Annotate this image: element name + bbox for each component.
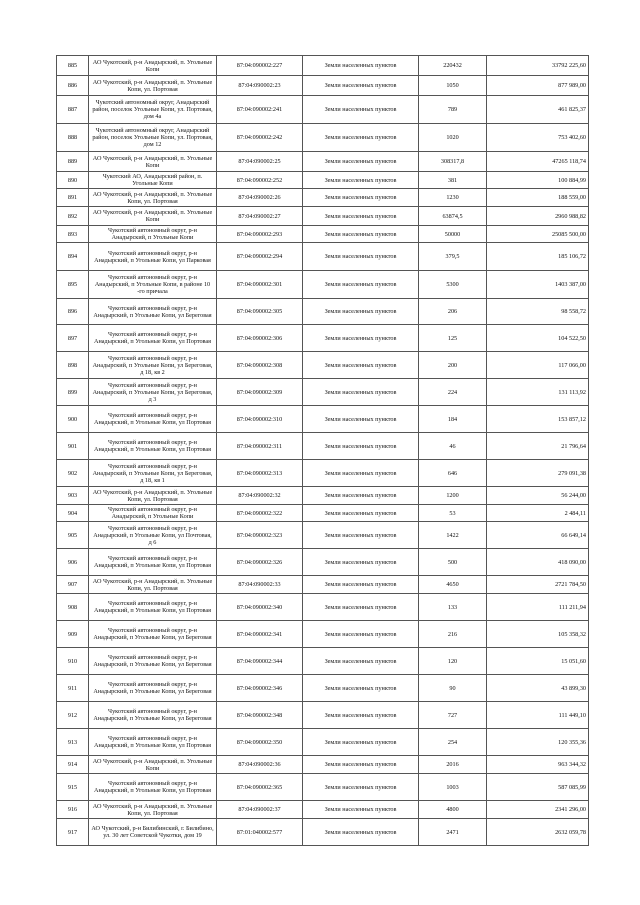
- table-row: [57, 621, 589, 648]
- cell-addr: АО Чукотский, р-н Анадырский, п. Угольные Копи, ул. Портовая: [89, 576, 217, 594]
- cell-num: 895: [57, 271, 89, 299]
- cell-cad: 87:04:090002:344: [217, 648, 303, 675]
- cell-val: 461 825,37: [487, 96, 589, 124]
- cell-addr: АО Чукотский, р-н Анадырский, п. Угольные Копи: [89, 152, 217, 172]
- table-row: [57, 299, 589, 325]
- cell-area: 4800: [419, 801, 487, 819]
- cell-area: 125: [419, 325, 487, 352]
- cell-area: 133: [419, 594, 487, 621]
- cell-cad: 87:04:090002:36: [217, 756, 303, 774]
- cell-val: 185 106,72: [487, 243, 589, 271]
- cell-cad: 87:04:090002:33: [217, 576, 303, 594]
- cell-cat: Земли населенных пунктов: [303, 801, 419, 819]
- cell-addr: Чукотский автономный округ, Анадырский район, поселок Угольные Копи, ул. Портовая, дом 12: [89, 124, 217, 152]
- cell-val: 1403 387,00: [487, 271, 589, 299]
- cell-cat: Земли населенных пунктов: [303, 756, 419, 774]
- cell-cad: 87:04:090002:252: [217, 172, 303, 189]
- cell-cad: 87:04:090002:241: [217, 96, 303, 124]
- cell-cad: 87:04:090002:32: [217, 487, 303, 505]
- cell-cat: Земли населенных пунктов: [303, 702, 419, 729]
- cell-addr: Чукотский АО, Анадырский район, п. Угольные Копи: [89, 172, 217, 189]
- cell-val: 100 884,99: [487, 172, 589, 189]
- cell-area: 90: [419, 675, 487, 702]
- cell-cat: Земли населенных пунктов: [303, 56, 419, 76]
- cell-val: 111 449,10: [487, 702, 589, 729]
- cell-cat: Земли населенных пунктов: [303, 433, 419, 460]
- cell-addr: Чукотский автономный округ, Анадырский район, поселок Угольные Копи, ул. Портовая, дом 4а: [89, 96, 217, 124]
- cell-addr: АО Чукотский, р-н Анадырский, п. Угольные Копи, ул. Портовая: [89, 487, 217, 505]
- cell-num: 899: [57, 379, 89, 406]
- cell-val: 98 558,72: [487, 299, 589, 325]
- cell-area: 2016: [419, 756, 487, 774]
- cell-num: 906: [57, 549, 89, 576]
- cell-area: 1422: [419, 522, 487, 549]
- cell-val: 279 091,38: [487, 460, 589, 487]
- cell-area: 4650: [419, 576, 487, 594]
- cell-area: 308317,8: [419, 152, 487, 172]
- cell-num: 903: [57, 487, 89, 505]
- cell-cad: 87:04:090002:348: [217, 702, 303, 729]
- table-row: [57, 801, 589, 819]
- cell-cat: Земли населенных пунктов: [303, 505, 419, 522]
- cell-num: 915: [57, 774, 89, 801]
- cell-area: 379,5: [419, 243, 487, 271]
- cell-area: 381: [419, 172, 487, 189]
- cell-num: 885: [57, 56, 89, 76]
- cell-cat: Земли населенных пунктов: [303, 189, 419, 207]
- cell-num: 894: [57, 243, 89, 271]
- table-row: [57, 76, 589, 96]
- cell-cad: 87:04:090002:301: [217, 271, 303, 299]
- cell-cat: Земли населенных пунктов: [303, 124, 419, 152]
- cell-num: 897: [57, 325, 89, 352]
- cell-cat: Земли населенных пунктов: [303, 76, 419, 96]
- cell-num: 893: [57, 226, 89, 243]
- cell-val: 418 090,00: [487, 549, 589, 576]
- table-row: [57, 549, 589, 576]
- cell-cad: 87:04:090002:326: [217, 549, 303, 576]
- cell-val: 2 484,11: [487, 505, 589, 522]
- cell-num: 900: [57, 406, 89, 433]
- cell-cat: Земли населенных пунктов: [303, 406, 419, 433]
- cell-area: 220432: [419, 56, 487, 76]
- cell-num: 892: [57, 207, 89, 226]
- cell-val: 753 402,60: [487, 124, 589, 152]
- table-row: [57, 594, 589, 621]
- cell-num: 886: [57, 76, 89, 96]
- cell-num: 908: [57, 594, 89, 621]
- cell-cad: 87:04:090002:25: [217, 152, 303, 172]
- cell-addr: АО Чукотский, р-н Анадырский, п. Угольные Копи: [89, 207, 217, 226]
- cell-val: 2960 988,82: [487, 207, 589, 226]
- cell-num: 913: [57, 729, 89, 756]
- cell-num: 912: [57, 702, 89, 729]
- cell-val: 56 244,00: [487, 487, 589, 505]
- cell-area: 1020: [419, 124, 487, 152]
- table-row: [57, 505, 589, 522]
- cell-num: 896: [57, 299, 89, 325]
- cell-addr: Чукотский автономный округ, р-н Анадырский, п Угольные Копи, ул Портовая: [89, 729, 217, 756]
- cell-area: 200: [419, 352, 487, 379]
- cell-area: 1230: [419, 189, 487, 207]
- cell-addr: Чукотский автономный округ, р-н Анадырский, п Угольные Копи: [89, 226, 217, 243]
- cell-addr: Чукотский автономный округ, р-н Анадырский, п Угольные Копи, ул Береговая: [89, 675, 217, 702]
- cell-val: 15 051,60: [487, 648, 589, 675]
- cell-cad: 87:04:090002:313: [217, 460, 303, 487]
- cell-cad: 87:04:090002:27: [217, 207, 303, 226]
- cell-area: 50000: [419, 226, 487, 243]
- cell-num: 911: [57, 675, 89, 702]
- cell-cad: 87:04:090002:242: [217, 124, 303, 152]
- cell-val: 47265 118,74: [487, 152, 589, 172]
- cell-val: 2632 059,78: [487, 819, 589, 846]
- cell-area: 1200: [419, 487, 487, 505]
- cell-num: 905: [57, 522, 89, 549]
- cell-addr: Чукотский автономный округ, р-н Анадырский, п Угольные Копи, ул Портовая: [89, 433, 217, 460]
- cell-cad: 87:04:090002:323: [217, 522, 303, 549]
- table-row: [57, 152, 589, 172]
- cell-area: 646: [419, 460, 487, 487]
- cell-addr: Чукотский автономный округ, р-н Анадырский, п Угольные Копи, ул Почтовая, д 6: [89, 522, 217, 549]
- cell-area: 727: [419, 702, 487, 729]
- cell-val: 188 559,00: [487, 189, 589, 207]
- cell-addr: АО Чукотский, р-н Анадырский, п. Угольные Копи, ул. Портовая: [89, 76, 217, 96]
- cell-area: 5300: [419, 271, 487, 299]
- cell-val: 21 796,64: [487, 433, 589, 460]
- table-row: [57, 702, 589, 729]
- cell-num: 916: [57, 801, 89, 819]
- cell-cat: Земли населенных пунктов: [303, 621, 419, 648]
- table-row: [57, 96, 589, 124]
- cell-cat: Земли населенных пунктов: [303, 576, 419, 594]
- table-row: [57, 675, 589, 702]
- cell-num: 901: [57, 433, 89, 460]
- cell-cad: 87:04:090002:340: [217, 594, 303, 621]
- table-row: [57, 406, 589, 433]
- cell-val: 25085 500,00: [487, 226, 589, 243]
- cell-val: 117 066,00: [487, 352, 589, 379]
- cell-cat: Земли населенных пунктов: [303, 675, 419, 702]
- table-row: [57, 325, 589, 352]
- table-row: [57, 648, 589, 675]
- cell-cad: 87:04:090002:341: [217, 621, 303, 648]
- cell-cat: Земли населенных пунктов: [303, 96, 419, 124]
- cell-cat: Земли населенных пунктов: [303, 522, 419, 549]
- cell-area: 216: [419, 621, 487, 648]
- cell-addr: Чукотский автономный округ, р-н Анадырский, п Угольные Копи, ул Портовая: [89, 774, 217, 801]
- table-row: [57, 487, 589, 505]
- cell-addr: Чукотский автономный округ, р-н Анадырский, п Угольные Копи, ул Портовая: [89, 406, 217, 433]
- cell-cad: 87:04:090002:26: [217, 189, 303, 207]
- cell-val: 33792 225,60: [487, 56, 589, 76]
- cell-cat: Земли населенных пунктов: [303, 774, 419, 801]
- cell-cad: 87:04:090002:293: [217, 226, 303, 243]
- table-row: [57, 729, 589, 756]
- cell-cat: Земли населенных пунктов: [303, 352, 419, 379]
- cell-cad: 87:04:090002:309: [217, 379, 303, 406]
- cell-val: 105 358,32: [487, 621, 589, 648]
- cell-cat: Земли населенных пунктов: [303, 819, 419, 846]
- cell-num: 904: [57, 505, 89, 522]
- cell-cad: 87:04:090002:37: [217, 801, 303, 819]
- table-body: [57, 56, 589, 846]
- cell-num: 888: [57, 124, 89, 152]
- cell-area: 2471: [419, 819, 487, 846]
- cell-area: 46: [419, 433, 487, 460]
- cell-cad: 87:04:090002:308: [217, 352, 303, 379]
- cell-num: 914: [57, 756, 89, 774]
- cell-area: 53: [419, 505, 487, 522]
- cell-num: 898: [57, 352, 89, 379]
- cell-cat: Земли населенных пунктов: [303, 379, 419, 406]
- cell-cad: 87:04:090002:310: [217, 406, 303, 433]
- cell-cat: Земли населенных пунктов: [303, 549, 419, 576]
- table-row: [57, 379, 589, 406]
- table-row: [57, 576, 589, 594]
- cell-area: 63874,5: [419, 207, 487, 226]
- cell-cad: 87:04:090002:350: [217, 729, 303, 756]
- cell-addr: Чукотский автономный округ, р-н Анадырский, п Угольные Копи, ул Береговая: [89, 702, 217, 729]
- cell-cad: 87:04:090002:346: [217, 675, 303, 702]
- cell-num: 890: [57, 172, 89, 189]
- cell-cat: Земли населенных пунктов: [303, 325, 419, 352]
- cell-addr: АО Чукотский, р-н Анадырский, п. Угольные Копи: [89, 756, 217, 774]
- cell-addr: АО Чукотский, р-н Анадырский, п. Угольные Копи: [89, 56, 217, 76]
- cell-cat: Земли населенных пунктов: [303, 487, 419, 505]
- cell-val: 120 355,36: [487, 729, 589, 756]
- cell-val: 111 211,94: [487, 594, 589, 621]
- table-row: [57, 756, 589, 774]
- cell-addr: Чукотский автономный округ, р-н Анадырский, п Угольные Копи, ул Парковая: [89, 243, 217, 271]
- cell-cat: Земли населенных пунктов: [303, 460, 419, 487]
- cell-cat: Земли населенных пунктов: [303, 152, 419, 172]
- table-row: [57, 352, 589, 379]
- cell-addr: Чукотский автономный округ, р-н Анадырский, п Угольные Копи: [89, 505, 217, 522]
- table-row: [57, 819, 589, 846]
- cell-val: 43 899,30: [487, 675, 589, 702]
- cell-cat: Земли населенных пунктов: [303, 172, 419, 189]
- cell-addr: Чукотский автономный округ, р-н Анадырский, п Угольные Копи, ул Береговая: [89, 621, 217, 648]
- cell-num: 909: [57, 621, 89, 648]
- cell-addr: Чукотский автономный округ, р-н Анадырский, п Угольные Копи, ул Береговая, д 18, кв 1: [89, 460, 217, 487]
- table-row: [57, 271, 589, 299]
- cell-area: 120: [419, 648, 487, 675]
- cell-cad: 87:04:090002:23: [217, 76, 303, 96]
- cell-cat: Земли населенных пунктов: [303, 271, 419, 299]
- table-row: [57, 522, 589, 549]
- cell-cad: 87:04:090002:294: [217, 243, 303, 271]
- table-row: [57, 56, 589, 76]
- land-registry-table: [56, 55, 589, 846]
- cell-addr: Чукотский автономный округ, р-н Анадырский, п Угольные Копи, ул Портовая: [89, 594, 217, 621]
- cell-area: 1003: [419, 774, 487, 801]
- cell-cad: 87:01:040002:577: [217, 819, 303, 846]
- cell-val: 66 649,14: [487, 522, 589, 549]
- cell-cad: 87:04:090002:322: [217, 505, 303, 522]
- table-row: [57, 124, 589, 152]
- cell-area: 224: [419, 379, 487, 406]
- cell-cad: 87:04:090002:227: [217, 56, 303, 76]
- cell-cad: 87:04:090002:306: [217, 325, 303, 352]
- table-row: [57, 189, 589, 207]
- cell-cad: 87:04:090002:365: [217, 774, 303, 801]
- cell-num: 902: [57, 460, 89, 487]
- cell-area: 184: [419, 406, 487, 433]
- table-row: [57, 460, 589, 487]
- cell-cat: Земли населенных пунктов: [303, 243, 419, 271]
- cell-addr: Чукотский автономный округ, р-н Анадырский, п Угольные Копи, ул Портовая: [89, 325, 217, 352]
- cell-val: 2721 784,50: [487, 576, 589, 594]
- cell-area: 254: [419, 729, 487, 756]
- cell-addr: Чукотский автономный округ, р-н Анадырский, п Угольные Копи, ул Портовая: [89, 549, 217, 576]
- cell-addr: АО Чукотский, р-н Билибинский, г. Билибино, ул. 30 лет Советской Чукотки, дом 19: [89, 819, 217, 846]
- cell-addr: Чукотский автономный округ, р-н Анадырский, п Угольные Копи, ул Береговая, д 18, кв 2: [89, 352, 217, 379]
- cell-val: 104 522,50: [487, 325, 589, 352]
- cell-num: 917: [57, 819, 89, 846]
- cell-val: 963 344,32: [487, 756, 589, 774]
- cell-val: 877 989,00: [487, 76, 589, 96]
- cell-num: 910: [57, 648, 89, 675]
- cell-val: 2341 296,00: [487, 801, 589, 819]
- cell-area: 500: [419, 549, 487, 576]
- cell-cad: 87:04:090002:305: [217, 299, 303, 325]
- table-row: [57, 433, 589, 460]
- table-row: [57, 172, 589, 189]
- cell-num: 891: [57, 189, 89, 207]
- cell-addr: АО Чукотский, р-н Анадырский, п. Угольные Копи, ул. Портовая: [89, 189, 217, 207]
- table-row: [57, 243, 589, 271]
- cell-cat: Земли населенных пунктов: [303, 729, 419, 756]
- cell-addr: Чукотский автономный округ, р-н Анадырский, п Угольные Копи, в районе 10 -го причала: [89, 271, 217, 299]
- cell-val: 587 085,99: [487, 774, 589, 801]
- cell-num: 889: [57, 152, 89, 172]
- cell-addr: Чукотский автономный округ, р-н Анадырский, п Угольные Копи, ул Береговая: [89, 299, 217, 325]
- cell-num: 907: [57, 576, 89, 594]
- cell-cat: Земли населенных пунктов: [303, 207, 419, 226]
- cell-area: 206: [419, 299, 487, 325]
- cell-cat: Земли населенных пунктов: [303, 648, 419, 675]
- cell-addr: Чукотский автономный округ, р-н Анадырский, п Угольные Копи, ул Береговая, д 3: [89, 379, 217, 406]
- cell-cat: Земли населенных пунктов: [303, 299, 419, 325]
- table-row: [57, 226, 589, 243]
- cell-cad: 87:04:090002:311: [217, 433, 303, 460]
- table-row: [57, 207, 589, 226]
- cell-val: 131 113,92: [487, 379, 589, 406]
- cell-num: 887: [57, 96, 89, 124]
- cell-addr: Чукотский автономный округ, р-н Анадырский, п Угольные Копи, ул Береговая: [89, 648, 217, 675]
- cell-addr: АО Чукотский, р-н Анадырский, п. Угольные Копи, ул. Портовая: [89, 801, 217, 819]
- table-row: [57, 774, 589, 801]
- cell-area: 789: [419, 96, 487, 124]
- cell-cat: Земли населенных пунктов: [303, 226, 419, 243]
- cell-area: 1050: [419, 76, 487, 96]
- cell-val: 153 857,12: [487, 406, 589, 433]
- cell-cat: Земли населенных пунктов: [303, 594, 419, 621]
